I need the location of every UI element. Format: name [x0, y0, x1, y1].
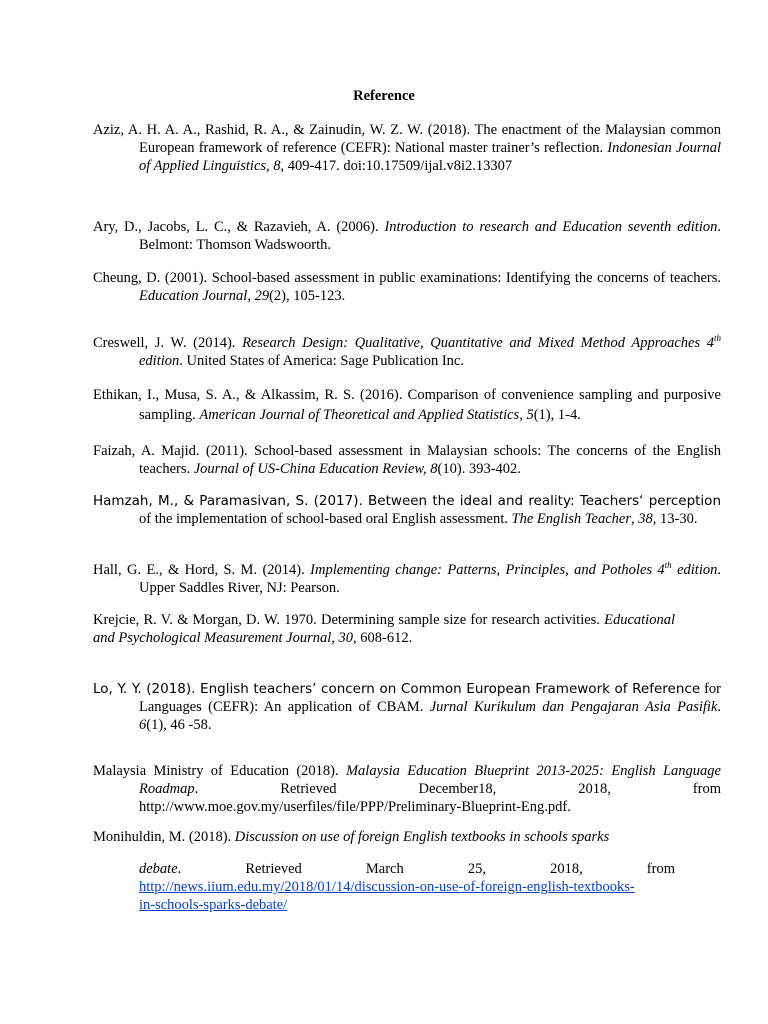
reference-text: Ethikan, I., Musa, S. A., & Alkassim, R. S. (2016). Comparison of convenience sampling and purposive sampling.	[93, 387, 721, 423]
reference-title: edition	[139, 353, 180, 370]
reference-text: (10). 393-402.	[437, 461, 521, 478]
reference-text: , 13-30.	[652, 511, 698, 528]
reference-entry	[93, 334, 721, 370]
reference-text: Hall, G. E., & Hord, S. M. (2014).	[93, 562, 311, 578]
reference-entry	[93, 828, 721, 846]
reference-text: Hamzah, M., & Paramasivan, S. (2017). Between the ideal and reality: Teachers‘ perception	[93, 493, 721, 509]
reference-text: (1), 1-4.	[533, 406, 581, 423]
reference-url[interactable]: in-schools-sparks-debate/	[139, 897, 288, 914]
reference-entry	[93, 218, 721, 254]
reference-journal: Journal of US-China Education Review, 8	[193, 461, 438, 478]
reference-text: . Belmont: Thomson Wadswoorth.	[139, 219, 721, 254]
reference-text	[139, 860, 181, 878]
reference-entry	[93, 611, 675, 647]
reference-url[interactable]: http://news.iium.edu.my/2018/01/14/discussion-on-use-of-foreign-english-textbooks-	[139, 879, 635, 896]
reference-text: . United States of America: Sage Publication Inc.	[179, 353, 464, 370]
reference-entry	[93, 762, 721, 817]
reference-entry	[93, 561, 721, 597]
reference-entry	[93, 442, 721, 478]
reference-title: debate	[139, 861, 178, 877]
reference-text: Monihuldin, M. (2018).	[93, 829, 235, 845]
reference-volume: 29	[254, 288, 270, 305]
reference-text: (1), 46 -58.	[146, 717, 212, 734]
reference-journal: Jurnal Kurikulum dan Pengajaran Asia Pasifik	[429, 699, 718, 716]
reference-volume: 38	[638, 511, 653, 528]
reference-text: . Retrieved December18, 2018, from http://www.moe.gov.my/userfiles/file/PPP/Preliminary-Blueprint-Eng.pdf.	[139, 781, 721, 816]
reference-text: ,	[247, 288, 255, 305]
reference-title: edition	[671, 562, 718, 578]
reference-link[interactable]	[139, 896, 675, 914]
reference-text: Lo, Y. Y. (2018). English teachers’ concern on Common European Framework of Reference	[93, 681, 701, 697]
reference-text: Creswell, J. W. (2014).	[93, 335, 243, 351]
reference-title: Research Design: Qualitative, Quantitative and Mixed Method Approaches 4	[242, 335, 714, 351]
reference-text: 2018,	[550, 861, 583, 877]
reference-text: Krejcie, R. V. & Morgan, D. W. 1970. Determining sample size for research activities.	[93, 612, 605, 628]
reference-text: Malaysia Ministry of Education (2018).	[93, 763, 346, 779]
reference-text: for Languages (CEFR): An application of CBAM.	[139, 681, 721, 716]
reference-entry	[93, 492, 721, 528]
reference-journal: Educational and Psychological Measurement Journal, 30	[93, 612, 675, 647]
reference-text: March	[365, 861, 404, 877]
reference-entry	[93, 269, 721, 305]
reference-journal: American Journal of Theoretical and Applied Statistics, 5	[199, 406, 534, 423]
reference-superscript: th	[664, 560, 672, 571]
page-title: Reference	[353, 88, 415, 104]
reference-link[interactable]	[139, 878, 675, 896]
reference-text: Faizah, A. Majid. (2011). School-based assessment in Malaysian schools: The concerns of the English teachers.	[93, 443, 721, 478]
reference-continuation	[139, 860, 675, 915]
reference-text: Retrieved	[245, 861, 302, 877]
reference-text: , 409-417. doi:10.17509/ijal.v8i2.13307	[280, 158, 513, 175]
reference-entry	[93, 680, 721, 735]
reference-text: Ary, D., Jacobs, L. C., & Razavieh, A. (2006).	[93, 219, 385, 235]
reference-text: ,	[631, 511, 639, 528]
reference-text: 25,	[467, 861, 486, 877]
reference-entry	[93, 121, 721, 176]
reference-text: from	[646, 861, 675, 877]
reference-title: Discussion on use of foreign English textbooks in schools sparks	[234, 829, 610, 845]
reference-text: .	[177, 861, 182, 877]
reference-title: Introduction to research and Education seventh edition	[384, 219, 718, 235]
reference-text: Aziz, A. H. A. A., Rashid, R. A., & Zainudin, W. Z. W. (2018). The enactment of the Malaysian common European framework of reference (CEFR): National master trainer’s reflection.	[93, 122, 721, 157]
reference-title: Malaysia Education Blueprint 2013-2025: English Language Roadmap	[139, 763, 721, 798]
reference-journal: The English Teacher	[511, 511, 631, 528]
reference-text: (2), 105-123.	[269, 288, 346, 305]
reference-text: , 608-612.	[353, 630, 413, 647]
reference-volume: 6	[139, 717, 147, 734]
reference-journal: Indonesian Journal of Applied Linguistics, 8	[139, 140, 721, 175]
reference-text: Cheung, D. (2001). School-based assessment in public examinations: Identifying the concerns of teachers.	[93, 270, 721, 286]
reference-journal: Education Journal	[139, 288, 248, 305]
reference-text: . Upper Saddles River, NJ: Pearson.	[139, 562, 721, 597]
reference-text: of the implementation of school-based oral English assessment.	[139, 511, 512, 528]
reference-entry	[93, 386, 721, 425]
reference-text: .	[717, 699, 722, 716]
retrieved-line	[139, 860, 675, 878]
reference-superscript: th	[714, 333, 722, 344]
reference-title: Implementing change: Patterns, Principles, and Potholes 4	[310, 562, 665, 578]
